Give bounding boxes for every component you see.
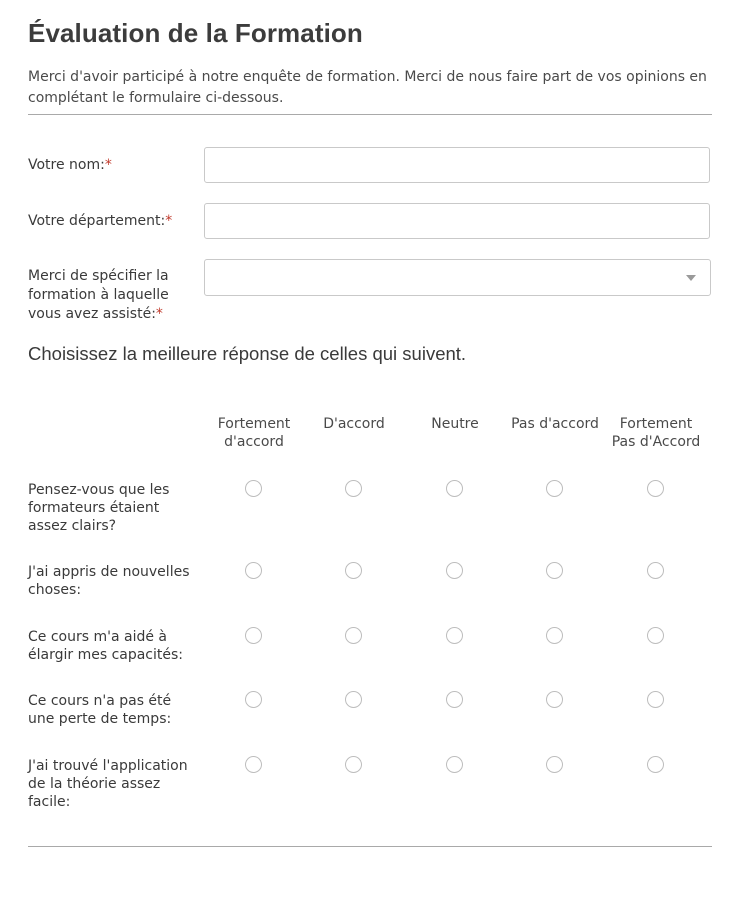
radio-strongly-agree[interactable] xyxy=(245,562,262,579)
radio-strongly-disagree[interactable] xyxy=(647,562,664,579)
radio-neutral[interactable] xyxy=(446,627,463,644)
radio-disagree[interactable] xyxy=(546,562,563,579)
column-header-disagree: Pas d'accord xyxy=(511,416,599,432)
column-header-agree: D'accord xyxy=(323,416,385,432)
radio-strongly-disagree[interactable] xyxy=(647,480,664,497)
radio-agree[interactable] xyxy=(345,562,362,579)
radio-strongly-agree[interactable] xyxy=(245,691,262,708)
top-divider xyxy=(28,114,712,115)
radio-neutral[interactable] xyxy=(446,756,463,773)
column-header-neutral: Neutre xyxy=(431,416,479,432)
radio-disagree[interactable] xyxy=(546,691,563,708)
bottom-divider xyxy=(28,846,712,847)
radio-strongly-disagree[interactable] xyxy=(647,691,664,708)
radio-disagree[interactable] xyxy=(546,756,563,773)
radio-neutral[interactable] xyxy=(446,691,463,708)
training-select[interactable] xyxy=(204,259,711,296)
question-label: Pensez-vous que les formateurs étaient assez clairs? xyxy=(28,482,170,534)
required-marker: * xyxy=(165,213,173,229)
radio-strongly-disagree[interactable] xyxy=(647,756,664,773)
name-input[interactable] xyxy=(204,147,710,183)
name-label-text: Votre nom: xyxy=(28,157,105,173)
column-header-strongly-disagree: Fortement Pas d'Accord xyxy=(611,416,701,450)
radio-strongly-disagree[interactable] xyxy=(647,627,664,644)
radio-agree[interactable] xyxy=(345,756,362,773)
radio-strongly-agree[interactable] xyxy=(245,627,262,644)
radio-neutral[interactable] xyxy=(446,562,463,579)
training-field-label xyxy=(28,267,169,324)
required-marker: * xyxy=(104,157,112,173)
department-input[interactable] xyxy=(204,203,710,239)
radio-strongly-agree[interactable] xyxy=(245,756,262,773)
chevron-down-icon[interactable] xyxy=(686,275,696,281)
required-marker: * xyxy=(155,306,163,322)
department-label-text: Votre département: xyxy=(28,213,166,229)
radio-agree[interactable] xyxy=(345,627,362,644)
radio-strongly-agree[interactable] xyxy=(245,480,262,497)
question-label: Ce cours n'a pas été une perte de temps: xyxy=(28,693,172,727)
radio-neutral[interactable] xyxy=(446,480,463,497)
name-field-label xyxy=(28,156,112,175)
radio-disagree[interactable] xyxy=(546,627,563,644)
form-description: Merci d'avoir participé à notre enquête de formation. Merci de nous faire part de vos opinions en complétant le formulaire ci-dessous. xyxy=(28,69,707,106)
matrix-heading: Choisissez la meilleure réponse de celles qui suivent. xyxy=(28,343,467,364)
radio-agree[interactable] xyxy=(345,480,362,497)
radio-agree[interactable] xyxy=(345,691,362,708)
form-title: Évaluation de la Formation xyxy=(28,18,363,48)
training-label-text: Merci de spécifier la formation à laquelle vous avez assisté: xyxy=(28,268,169,322)
department-field-label xyxy=(28,212,172,231)
radio-disagree[interactable] xyxy=(546,480,563,497)
question-label: J'ai appris de nouvelles choses: xyxy=(28,564,190,598)
column-header-strongly-agree: Fortement d'accord xyxy=(217,416,291,450)
question-label: Ce cours m'a aidé à élargir mes capacités: xyxy=(28,629,184,663)
question-label: J'ai trouvé l'application de la théorie assez facile: xyxy=(28,758,188,810)
